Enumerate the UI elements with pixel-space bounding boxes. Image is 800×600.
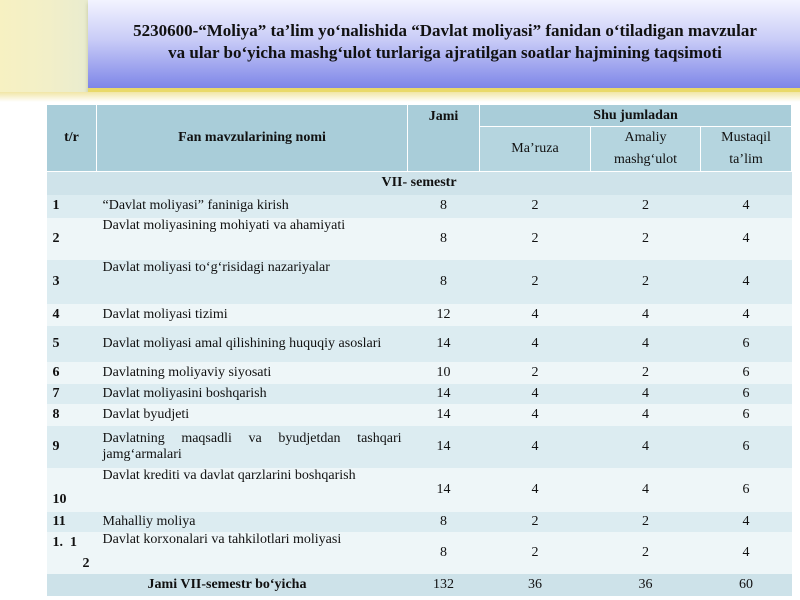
row-num: 10 bbox=[47, 468, 97, 512]
row-practical: 4 bbox=[591, 326, 701, 362]
row-num: 7 bbox=[47, 384, 97, 404]
row-lecture: 2 bbox=[480, 512, 591, 532]
total-label: Jami VII-semestr bo‘yicha bbox=[47, 574, 408, 596]
row-total: 8 bbox=[408, 218, 480, 260]
row-practical: 4 bbox=[591, 468, 701, 512]
row-independent: 6 bbox=[701, 468, 792, 512]
row-practical: 4 bbox=[591, 404, 701, 426]
row-topic: “Davlat moliyasi” faniniga kirish bbox=[97, 195, 408, 218]
total-practical: 36 bbox=[591, 574, 701, 596]
row-total: 14 bbox=[408, 468, 480, 512]
table-row bbox=[47, 326, 792, 362]
row-topic: Davlat krediti va davlat qarzlarini boshqarish bbox=[97, 468, 408, 512]
row-topic: Davlatning moliyaviy siyosati bbox=[97, 362, 408, 384]
row-num: 11 bbox=[47, 512, 97, 532]
row-num: 4 bbox=[47, 304, 97, 326]
row-num: 6 bbox=[47, 362, 97, 384]
row-lecture: 4 bbox=[480, 468, 591, 512]
row-practical: 4 bbox=[591, 384, 701, 404]
row-lecture: 4 bbox=[480, 426, 591, 468]
table-row bbox=[47, 304, 792, 326]
row-lecture: 4 bbox=[480, 304, 591, 326]
row-topic: Davlat moliyasi tizimi bbox=[97, 304, 408, 326]
header-group: Shu jumladan bbox=[480, 105, 792, 127]
row-topic: Davlat moliyasi amal qilishining huquqiy asoslari bbox=[97, 326, 408, 362]
table-row bbox=[47, 404, 792, 426]
semester-row: VII- semestr bbox=[47, 172, 792, 195]
row-topic: Davlat byudjeti bbox=[97, 404, 408, 426]
row-topic: Mahalliy moliya bbox=[97, 512, 408, 532]
row-practical: 2 bbox=[591, 512, 701, 532]
row-topic: Davlat moliyasini boshqarish bbox=[97, 384, 408, 404]
header-name: Fan mavzularining nomi bbox=[97, 105, 408, 172]
row-lecture: 2 bbox=[480, 260, 591, 304]
row-num: 8 bbox=[47, 404, 97, 426]
row-num-line2: 2 bbox=[82, 555, 90, 571]
slide-title bbox=[105, 20, 785, 64]
row-practical: 4 bbox=[591, 426, 701, 468]
row-practical: 2 bbox=[591, 532, 701, 574]
row-independent: 6 bbox=[701, 384, 792, 404]
row-lecture: 4 bbox=[480, 404, 591, 426]
row-independent: 4 bbox=[701, 260, 792, 304]
row-practical: 2 bbox=[591, 260, 701, 304]
row-independent: 4 bbox=[701, 532, 792, 574]
row-total: 8 bbox=[408, 260, 480, 304]
topics-hours-table bbox=[46, 104, 792, 596]
row-independent: 6 bbox=[701, 362, 792, 384]
row-total: 12 bbox=[408, 304, 480, 326]
table-row bbox=[47, 532, 792, 574]
row-independent: 6 bbox=[701, 326, 792, 362]
table-row bbox=[47, 426, 792, 468]
title-line-1: 5230600-“Moliya” ta’lim yo‘nalishida “Davlat moliyasi” fanidan o‘tiladigan mavzular bbox=[133, 21, 757, 40]
row-total: 8 bbox=[408, 195, 480, 218]
row-topic: Davlat moliyasining mohiyati va ahamiyati bbox=[97, 218, 408, 260]
row-total: 8 bbox=[408, 512, 480, 532]
row-independent: 4 bbox=[701, 218, 792, 260]
row-lecture: 4 bbox=[480, 326, 591, 362]
row-independent: 4 bbox=[701, 195, 792, 218]
row-practical: 2 bbox=[591, 218, 701, 260]
row-independent: 4 bbox=[701, 512, 792, 532]
row-independent: 6 bbox=[701, 426, 792, 468]
total-independent: 60 bbox=[701, 574, 792, 596]
table-row bbox=[47, 260, 792, 304]
row-total: 14 bbox=[408, 426, 480, 468]
row-practical: 4 bbox=[591, 304, 701, 326]
row-lecture: 2 bbox=[480, 362, 591, 384]
row-total: 14 bbox=[408, 404, 480, 426]
table-row bbox=[47, 362, 792, 384]
table-row bbox=[47, 384, 792, 404]
row-practical: 2 bbox=[591, 195, 701, 218]
row-topic: Davlat korxonalari va tahkilotlari moliyasi bbox=[97, 532, 408, 574]
row-practical: 2 bbox=[591, 362, 701, 384]
row-num bbox=[47, 532, 97, 574]
header-total: Jami bbox=[408, 105, 480, 172]
row-lecture: 4 bbox=[480, 384, 591, 404]
row-num: 9 bbox=[47, 426, 97, 468]
row-independent: 4 bbox=[701, 304, 792, 326]
row-num-line1: 1. 1 bbox=[52, 534, 77, 550]
table-row bbox=[47, 468, 792, 512]
total-lecture: 36 bbox=[480, 574, 591, 596]
row-num: 3 bbox=[47, 260, 97, 304]
row-lecture: 2 bbox=[480, 218, 591, 260]
row-lecture: 2 bbox=[480, 195, 591, 218]
left-decor-band bbox=[0, 0, 88, 100]
row-total: 8 bbox=[408, 532, 480, 574]
row-total: 10 bbox=[408, 362, 480, 384]
total-row bbox=[47, 574, 792, 596]
header-lecture: Ma’ruza bbox=[480, 127, 591, 172]
table-row bbox=[47, 218, 792, 260]
row-independent: 6 bbox=[701, 404, 792, 426]
row-num: 5 bbox=[47, 326, 97, 362]
header-practical: Amaliy mashg‘ulot bbox=[591, 127, 701, 172]
row-total: 14 bbox=[408, 326, 480, 362]
header-independent: Mustaqil ta’lim bbox=[701, 127, 792, 172]
header-num: t/r bbox=[47, 105, 97, 172]
row-topic: Davlat moliyasi to‘g‘risidagi nazariyalar bbox=[97, 260, 408, 304]
total-hours: 132 bbox=[408, 574, 480, 596]
row-num: 1 bbox=[47, 195, 97, 218]
table-row bbox=[47, 195, 792, 218]
decor-stripe bbox=[0, 92, 800, 102]
row-topic: Davlatning maqsadli va byudjetdan tashqari jamg‘armalari bbox=[97, 426, 408, 468]
table-row bbox=[47, 512, 792, 532]
row-total: 14 bbox=[408, 384, 480, 404]
row-num: 2 bbox=[47, 218, 97, 260]
title-line-2: va ular bo‘yicha mashg‘ulot turlariga ajratilgan soatlar hajmining taqsimoti bbox=[168, 43, 722, 62]
row-lecture: 2 bbox=[480, 532, 591, 574]
